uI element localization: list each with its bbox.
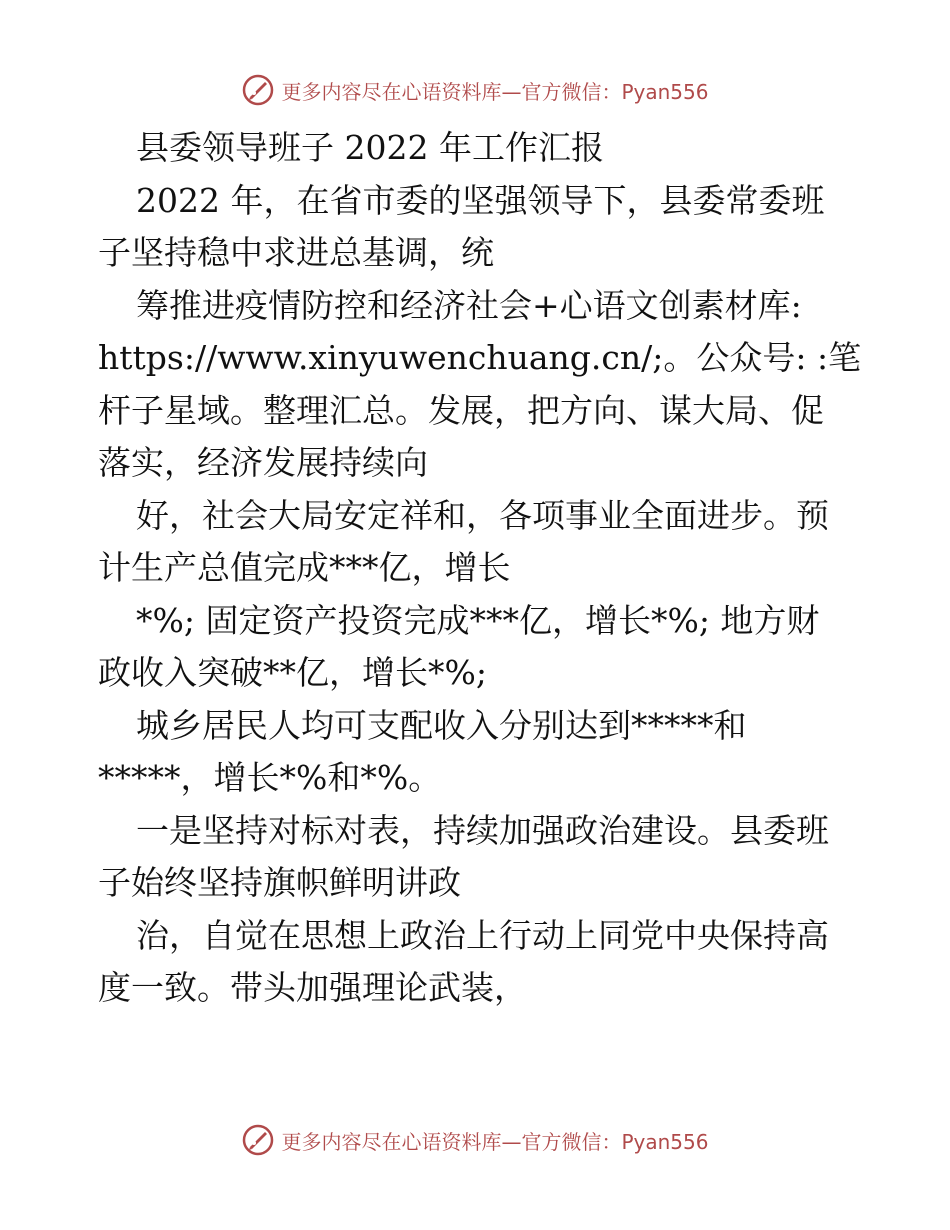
document-body bbox=[98, 122, 862, 1015]
document-title: 县委领导班子 2022 年工作汇报 bbox=[136, 128, 604, 167]
footer-banner-text: 更多内容尽在心语资料库—官方微信：Pyan556 bbox=[281, 1129, 709, 1154]
body-line: 子坚持稳中求进总基调，统 bbox=[98, 233, 494, 272]
body-line: 落实，经济发展持续向 bbox=[98, 443, 428, 482]
body-line: *%; 固定资产投资完成***亿，增长*%; 地方财 bbox=[136, 600, 820, 640]
body-line: 杆子星域。整理汇总。发展，把方向、谋大局、促 bbox=[98, 390, 824, 430]
body-line: 一是坚持对标对表，持续加强政治建设。县委班 bbox=[136, 810, 829, 850]
body-line: 城乡居民人均可支配收入分别达到*****和 bbox=[136, 705, 747, 745]
body-line: *****，增长*%和*%。 bbox=[98, 758, 442, 797]
quill-pen-logo-icon bbox=[241, 1123, 275, 1157]
header-banner-text: 更多内容尽在心语资料库—官方微信：Pyan556 bbox=[281, 79, 709, 104]
footer-banner bbox=[0, 1120, 950, 1160]
body-line: 子始终坚持旗帜鲜明讲政 bbox=[98, 863, 461, 902]
body-line: 度一致。带头加强理论武装， bbox=[98, 968, 527, 1007]
body-line: 政收入突破**亿，增长*%; bbox=[98, 653, 487, 692]
body-line: 2022 年，在省市委的坚强领导下，县委常委班 bbox=[136, 180, 825, 220]
body-line: 计生产总值完成***亿，增长 bbox=[98, 548, 511, 587]
body-line: https://www.xinyuwenchuang.cn/;。公众号: :笔 bbox=[98, 338, 862, 377]
header-banner bbox=[0, 70, 950, 110]
body-line: 筹推进疫情防控和经济社会+心语文创素材库: bbox=[136, 285, 802, 325]
body-line: 治，自觉在思想上政治上行动上同党中央保持高 bbox=[136, 915, 829, 955]
quill-pen-logo-icon bbox=[241, 73, 275, 107]
body-line: 好，社会大局安定祥和，各项事业全面进步。预 bbox=[136, 495, 829, 535]
